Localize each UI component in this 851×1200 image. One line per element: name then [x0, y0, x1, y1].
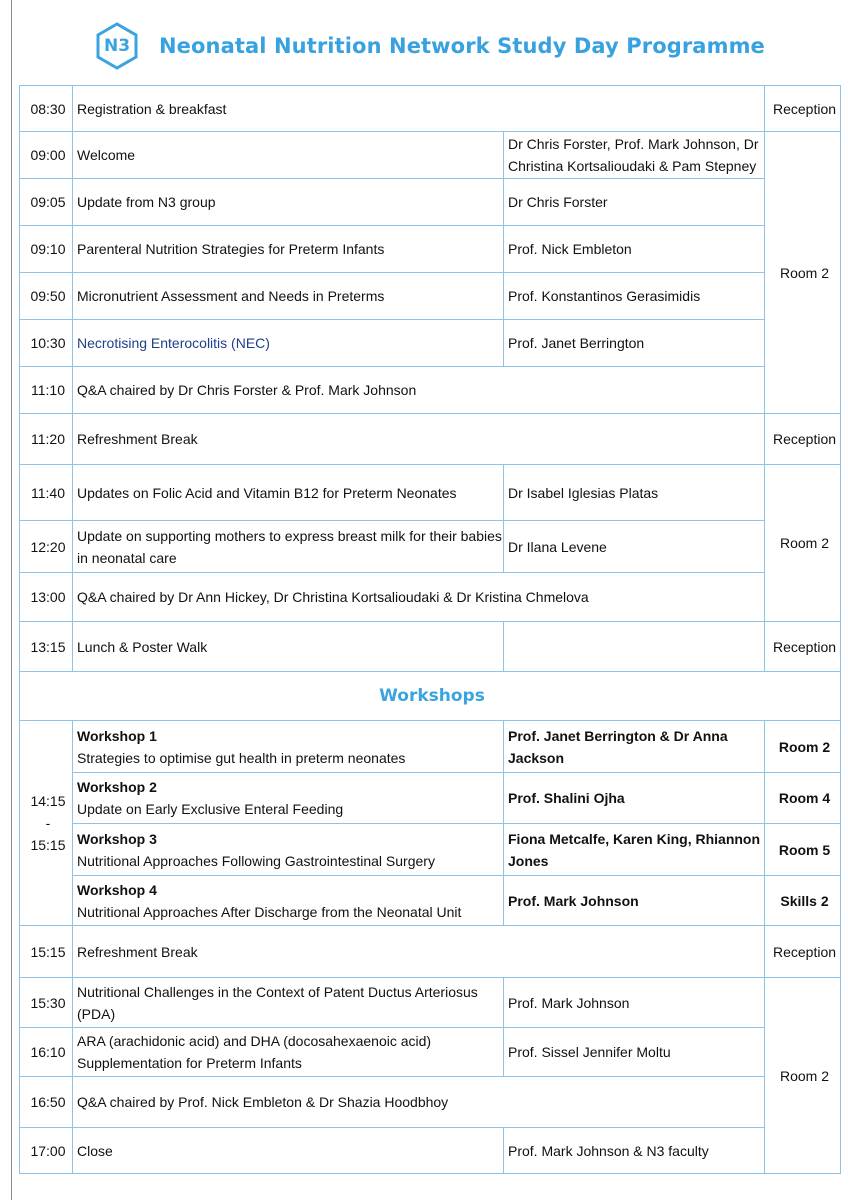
room-cell: Reception — [765, 86, 841, 132]
speaker-cell — [504, 622, 765, 672]
session-time: 13:15 — [20, 622, 73, 672]
workshop-room: Skills 2 — [765, 876, 841, 926]
workshop-time-dash: - — [45, 815, 51, 831]
speaker-cell: Dr Ilana Levene — [504, 521, 765, 573]
page-edge-line — [11, 0, 12, 1200]
session-time: 09:10 — [20, 226, 73, 273]
session-time: 17:00 — [20, 1128, 73, 1174]
speaker-cell: Dr Chris Forster, Prof. Mark Johnson, Dr Christina Kortsalioudaki & Pam Stepney — [504, 132, 765, 179]
table-row — [20, 1028, 841, 1077]
workshop-room: Room 5 — [765, 824, 841, 876]
session-time: 08:30 — [20, 86, 73, 132]
workshop-cell — [73, 824, 504, 876]
workshop-speaker: Prof. Janet Berrington & Dr Anna Jackson — [504, 721, 765, 773]
session-title: Parenteral Nutrition Strategies for Preterm Infants — [73, 226, 504, 273]
room-cell: Reception — [765, 414, 841, 465]
session-time: 16:10 — [20, 1028, 73, 1077]
workshop-room: Room 4 — [765, 773, 841, 824]
workshop-title: Workshop 2 — [77, 779, 157, 795]
session-title: Q&A chaired by Dr Chris Forster & Prof. Mark Johnson — [73, 367, 765, 414]
workshop-time-end: 15:15 — [30, 837, 66, 853]
table-row — [20, 273, 841, 320]
table-row — [20, 86, 841, 132]
workshop-cell — [73, 876, 504, 926]
table-row — [20, 672, 841, 721]
workshop-title: Workshop 4 — [77, 881, 157, 898]
session-title: Update from N3 group — [73, 179, 504, 226]
speaker-cell: Prof. Sissel Jennifer Moltu — [504, 1028, 765, 1077]
speaker-cell: Dr Chris Forster — [504, 179, 765, 226]
session-time: 09:05 — [20, 179, 73, 226]
session-time: 11:40 — [20, 465, 73, 521]
table-row — [20, 226, 841, 273]
n3-logo — [95, 22, 139, 70]
speaker-cell: Prof. Janet Berrington — [504, 320, 765, 367]
session-title: Q&A chaired by Prof. Nick Embleton & Dr Shazia Hoodbhoy — [73, 1077, 765, 1128]
workshops-heading: Workshops — [20, 672, 841, 721]
table-row — [20, 1077, 841, 1128]
workshop-cell — [73, 721, 504, 773]
workshop-cell — [73, 773, 504, 824]
workshop-title: Workshop 3 — [77, 830, 157, 847]
table-row — [20, 573, 841, 622]
workshop-row — [20, 721, 841, 773]
session-title: Necrotising Enterocolitis (NEC) — [73, 320, 504, 367]
speaker-cell: Prof. Mark Johnson & N3 faculty — [504, 1128, 765, 1174]
session-time: 10:30 — [20, 320, 73, 367]
session-title: Nutritional Challenges in the Context of Patent Ductus Arteriosus (PDA) — [73, 978, 504, 1028]
session-title: Refreshment Break — [73, 926, 765, 978]
session-title: Q&A chaired by Dr Ann Hickey, Dr Christina Kortsalioudaki & Dr Kristina Chmelova — [73, 573, 765, 622]
session-time: 09:00 — [20, 132, 73, 179]
workshop-topic: Strategies to optimise gut health in preterm neonates — [77, 749, 406, 766]
page-title: Neonatal Nutrition Network Study Day Programme — [159, 34, 765, 58]
workshop-speaker: Fiona Metcalfe, Karen King, Rhiannon Jones — [504, 824, 765, 876]
room-cell: Reception — [765, 622, 841, 672]
table-row — [20, 179, 841, 226]
room-cell: Room 2 — [765, 465, 841, 622]
session-title: Update on supporting mothers to express breast milk for their babies in neonatal care — [73, 521, 504, 573]
workshop-row — [20, 824, 841, 876]
room-cell: Reception — [765, 926, 841, 978]
session-time: 13:00 — [20, 573, 73, 622]
session-title: ARA (arachidonic acid) and DHA (docosahexaenoic acid) Supplementation for Preterm Infants — [73, 1028, 504, 1077]
session-time: 12:20 — [20, 521, 73, 573]
workshop-time-start: 14:15 — [30, 793, 66, 809]
workshop-topic: Nutritional Approaches After Discharge from the Neonatal Unit — [77, 903, 462, 920]
workshop-title: Workshop 1 — [77, 727, 157, 744]
table-row — [20, 465, 841, 521]
table-row — [20, 320, 841, 367]
room-cell: Room 2 — [765, 132, 841, 414]
session-time: 15:30 — [20, 978, 73, 1028]
table-row — [20, 367, 841, 414]
session-time: 15:15 — [20, 926, 73, 978]
session-title: Lunch & Poster Walk — [73, 622, 504, 672]
workshop-topic: Nutritional Approaches Following Gastrointestinal Surgery — [77, 852, 435, 869]
session-title: Refreshment Break — [73, 414, 765, 465]
table-row — [20, 414, 841, 465]
table-row — [20, 521, 841, 573]
speaker-cell: Prof. Konstantinos Gerasimidis — [504, 273, 765, 320]
workshop-row — [20, 773, 841, 824]
table-row — [20, 926, 841, 978]
logo-text: N3 — [103, 36, 131, 56]
table-row — [20, 1128, 841, 1174]
workshop-speaker: Prof. Shalini Ojha — [504, 773, 765, 824]
session-time: 11:10 — [20, 367, 73, 414]
table-row — [20, 132, 841, 179]
workshop-row — [20, 876, 841, 926]
programme-table — [19, 85, 841, 1174]
session-title: Micronutrient Assessment and Needs in Preterms — [73, 273, 504, 320]
session-time: 09:50 — [20, 273, 73, 320]
session-title: Welcome — [73, 132, 504, 179]
workshop-topic: Update on Early Exclusive Enteral Feeding — [77, 801, 344, 817]
session-title: Registration & breakfast — [73, 86, 765, 132]
header — [95, 22, 765, 70]
session-time: 16:50 — [20, 1077, 73, 1128]
workshop-room: Room 2 — [765, 721, 841, 773]
workshop-speaker: Prof. Mark Johnson — [504, 876, 765, 926]
speaker-cell: Prof. Nick Embleton — [504, 226, 765, 273]
session-title: Updates on Folic Acid and Vitamin B12 for Preterm Neonates — [73, 465, 504, 521]
workshop-time — [20, 721, 73, 926]
speaker-cell: Prof. Mark Johnson — [504, 978, 765, 1028]
speaker-cell: Dr Isabel Iglesias Platas — [504, 465, 765, 521]
session-title: Close — [73, 1128, 504, 1174]
session-time: 11:20 — [20, 414, 73, 465]
room-cell: Room 2 — [765, 978, 841, 1174]
table-row — [20, 978, 841, 1028]
table-row — [20, 622, 841, 672]
